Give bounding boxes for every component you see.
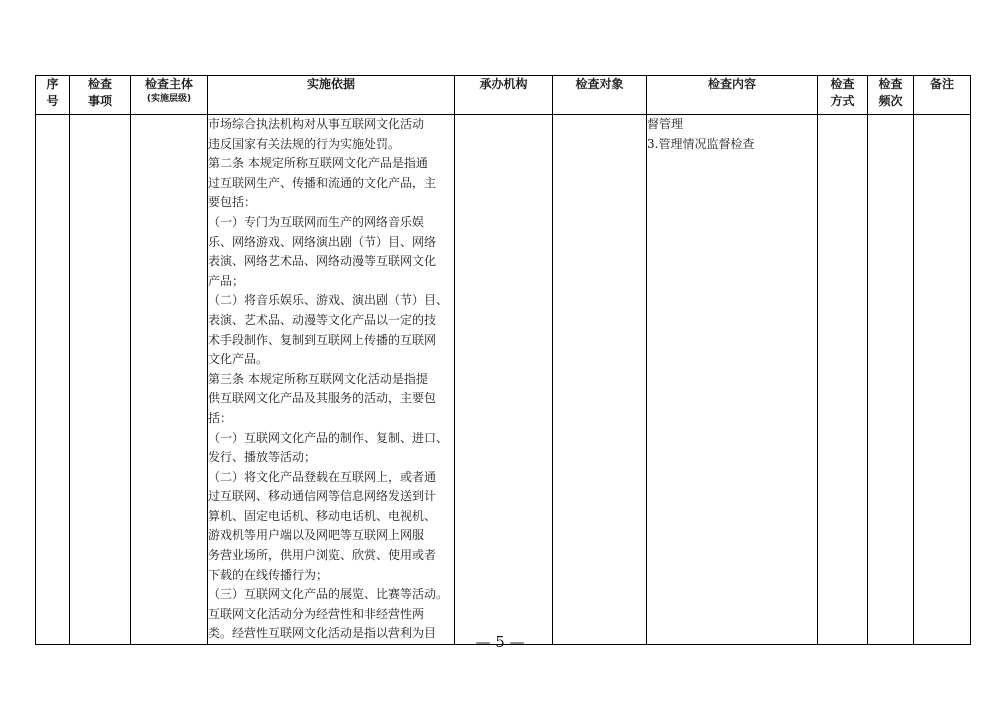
header-content: 检查内容 — [647, 76, 818, 115]
text-line: 互联网文化活动分为经营性和非经营性两 — [208, 606, 425, 621]
header-subject: 检查主体 (实施层级) — [131, 76, 208, 115]
text-line: （一）专门为互联网而生产的网络音乐娱 — [208, 214, 425, 229]
header-basis: 实施依据 — [208, 76, 455, 115]
text-line: 供互联网文化产品及其服务的活动，主要包 — [208, 391, 437, 406]
header-method: 检查 方式 — [818, 76, 868, 115]
table-row — [36, 115, 971, 645]
text-line: 游戏机等用户端以及网吧等互联网上网服 — [208, 528, 425, 543]
cell-subject — [131, 115, 208, 645]
cell-item — [70, 115, 131, 645]
text-line: 要包括： — [208, 195, 257, 210]
cell-target — [553, 115, 647, 645]
text-line: 发行、播放等活动； — [208, 450, 317, 465]
text-line: （三）互联网文化产品的展览、比赛等活动。 — [208, 587, 449, 602]
cell-agency — [455, 115, 553, 645]
text-line: 3.管理情况监督检查 — [647, 136, 755, 151]
text-line: 过互联网、移动通信网等信息网络发送到计 — [208, 489, 437, 504]
text-line: 括： — [208, 410, 233, 425]
header-agency: 承办机构 — [455, 76, 553, 115]
cell-basis — [208, 115, 455, 645]
text-line: 违反国家有关法规的行为实施处罚。 — [208, 136, 401, 151]
text-line: 表演、艺术品、动漫等文化产品以一定的技 — [208, 312, 437, 327]
text-line: 乐、网络游戏、网络演出剧（节）目、网络 — [208, 234, 437, 249]
cell-content — [647, 115, 818, 645]
text-line: 务营业场所，供用户浏览、欣赏、使用或者 — [208, 548, 437, 563]
text-line: 文化产品。 — [208, 352, 269, 367]
text-line: 表演、网络艺术品、网络动漫等互联网文化 — [208, 254, 437, 269]
text-line: 产品； — [208, 273, 245, 288]
inspection-table — [35, 75, 971, 645]
cell-remarks — [914, 115, 971, 645]
text-line: 下载的在线传播行为； — [208, 567, 329, 582]
header-seq: 序 号 — [36, 76, 70, 115]
cell-seq — [36, 115, 70, 645]
text-line: 过互联网生产、传播和流通的文化产品，主 — [208, 175, 437, 190]
page-number: — 5 — — [475, 633, 525, 651]
cell-method — [818, 115, 868, 645]
text-line: 类。经营性互联网文化活动是指以营利为目 — [208, 626, 437, 641]
header-item: 检查 事项 — [70, 76, 131, 115]
text-line: （二）将文化产品登载在互联网上，或者通 — [208, 469, 437, 484]
header-subject-note: (实施层级) — [146, 94, 192, 104]
text-line: 市场综合执法机构对从事互联网文化活动 — [208, 117, 425, 131]
header-row — [36, 76, 971, 115]
text-line: 算机、固定电话机、移动电话机、电视机、 — [208, 508, 437, 523]
cell-frequency — [868, 115, 914, 645]
text-line: 督管理 — [647, 117, 684, 131]
header-frequency: 检查 频次 — [868, 76, 914, 115]
text-line: （二）将音乐娱乐、游戏、演出剧（节）目、 — [208, 293, 449, 308]
text-line: 第二条 本规定所称互联网文化产品是指通 — [208, 156, 428, 171]
header-target: 检查对象 — [553, 76, 647, 115]
text-line: 第三条 本规定所称互联网文化活动是指提 — [208, 371, 428, 386]
text-line: 术手段制作、复制到互联网上传播的互联网 — [208, 332, 437, 347]
text-line: （一）互联网文化产品的制作、复制、进口、 — [208, 430, 449, 445]
header-remarks: 备注 — [914, 76, 971, 115]
